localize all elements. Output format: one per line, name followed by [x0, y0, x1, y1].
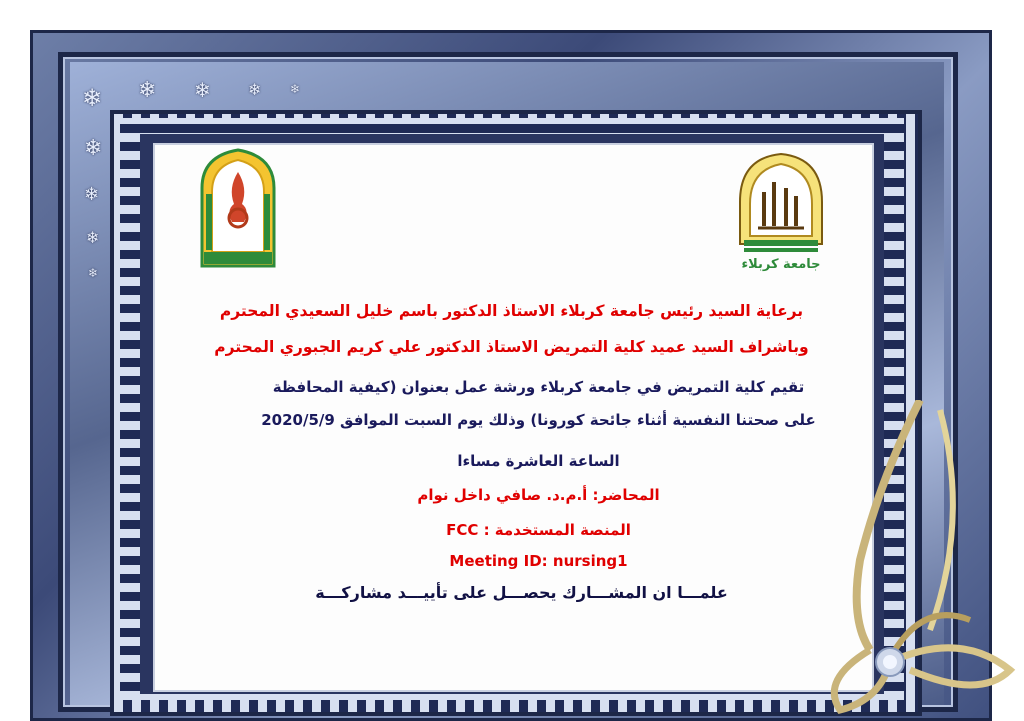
- workshop-time-line: الساعة العاشرة مساءا: [457, 452, 620, 470]
- supervision-line: وباشراف السيد عميد كلية التمريض الاستاذ الدكتور علي كريم الجبوري المحترم: [214, 338, 809, 356]
- participation-note: علمـــا ان المشـــارك يحصـــل على تأييـــد مشاركـــة: [315, 583, 728, 602]
- snowflake-icon: ❄: [194, 78, 211, 102]
- snowflake-icon: ❄: [86, 228, 100, 247]
- lecturer-line: المحاضر: أ.م.د. صافي داخل نوام: [417, 486, 660, 504]
- snowflake-icon: ❄: [82, 84, 103, 112]
- university-logo-text: جامعة كربلاء: [741, 257, 821, 272]
- snowflake-icon: ❄: [248, 80, 262, 99]
- university-of-kerbala-logo: [734, 152, 828, 272]
- meeting-id-line: Meeting ID: nursing1: [449, 552, 628, 570]
- college-of-nursing-logo: [198, 148, 278, 270]
- snowflake-icon: ❄: [88, 266, 99, 280]
- snowflake-icon: ❄: [290, 82, 301, 96]
- workshop-date-line: على صحتنا النفسية أثناء جائحة كورونا) وذلك يوم السبت الموافق 2020/5/9: [261, 411, 816, 429]
- snowflake-icon: ❄: [84, 136, 103, 161]
- platform-line: المنصة المستخدمة : FCC: [446, 521, 631, 539]
- snowflake-icon: ❄: [138, 78, 157, 103]
- patronage-line: برعاية السيد رئيس جامعة كربلاء الاستاذ الدكتور باسم خليل السعيدي المحترم: [219, 302, 804, 320]
- workshop-title-line: تقيم كلية التمريض في جامعة كربلاء ورشة عمل بعنوان (كيفية المحافظة: [272, 378, 805, 396]
- snowflake-icon: ❄: [84, 184, 100, 205]
